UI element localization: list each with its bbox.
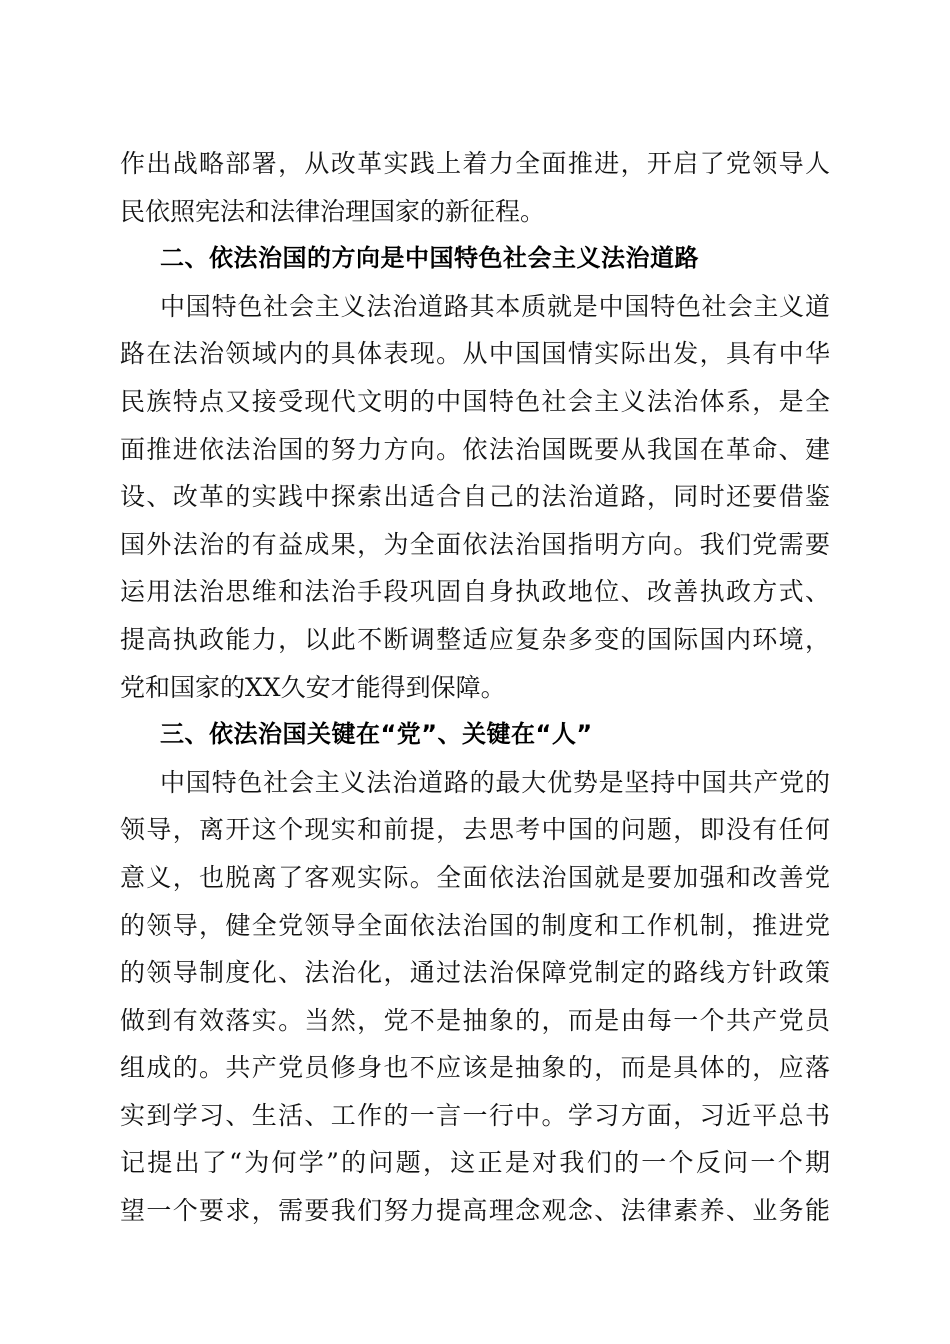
text-line: 领导，离开这个现实和前提，去思考中国的问题，即没有任何 [120,815,830,845]
section-heading: 二、依法治国的方向是中国特色社会主义法治道路 [160,244,699,273]
text-line: 做到有效落实。当然，党不是抽象的，而是由每一个共产党员 [120,1005,830,1035]
text-line: 记提出了“为何学”的问题，这正是对我们的一个反问一个期 [120,1148,830,1178]
text-line: 的领导，健全党领导全面依法治国的制度和工作机制，推进党 [120,910,830,940]
text-line: 路在法治领域内的具体表现。从中国国情实际出发，具有中华 [120,339,830,369]
text-line: 中国特色社会主义法治道路的最大优势是坚持中国共产党的 [160,767,830,797]
text-line: 意义，也脱离了客观实际。全面依法治国就是要加强和改善党 [120,862,830,892]
text-line: 党和国家的XX久安才能得到保障。 [120,672,506,702]
document-body [120,140,830,1235]
text-line: 面推进依法治国的努力方向。依法治国既要从我国在革命、建 [120,434,830,464]
text-line: 实到学习、生活、工作的一言一行中。学习方面，习近平总书 [120,1100,830,1130]
text-line: 的领导制度化、法治化，通过法治保障党制定的路线方针政策 [120,958,830,988]
text-line: 提高执政能力，以此不断调整适应复杂多变的国际国内环境， [120,624,830,654]
text-line: 民族特点又接受现代文明的中国特色社会主义法治体系，是全 [120,386,830,416]
text-line: 组成的。共产党员修身也不应该是抽象的，而是具体的，应落 [120,1053,830,1083]
text-line: 设、改革的实践中探索出适合自己的法治道路，同时还要借鉴 [120,482,830,512]
text-line: 作出战略部署，从改革实践上着力全面推进，开启了党领导人 [120,149,830,178]
text-line: 中国特色社会主义法治道路其本质就是中国特色社会主义道 [160,291,830,321]
section-heading: 三、依法治国关键在“党”、关键在“人” [160,720,593,749]
text-line: 民依照宪法和法律治理国家的新征程。 [120,196,546,226]
text-line: 望一个要求，需要我们努力提高理念观念、法律素养、业务能 [120,1196,830,1226]
text-line: 国外法治的有益成果，为全面依法治国指明方向。我们党需要 [120,529,830,559]
text-line: 运用法治思维和法治手段巩固自身执政地位、改善执政方式、 [120,577,830,607]
